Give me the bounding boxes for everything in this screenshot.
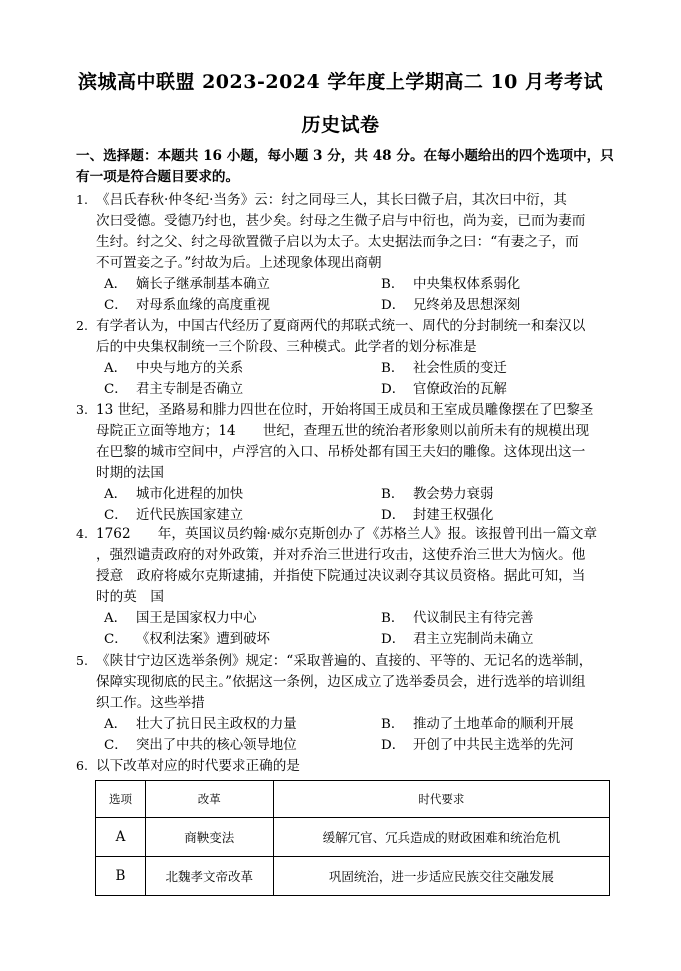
option-group xyxy=(76,714,611,756)
option-b: B． 代议制民主有待完善 xyxy=(381,611,534,626)
question-5 xyxy=(76,650,611,756)
option-b: B． 教会势力衰弱 xyxy=(381,487,494,502)
question-line: ，强烈谴责政府的对外政策，并对乔治三世进行攻击，这使乔治三世大为恼火。他 xyxy=(96,547,586,563)
option-d: D． 封建王权强化 xyxy=(381,508,494,523)
option-d: D． 官僚政治的瓦解 xyxy=(381,382,507,397)
question-number: 4. xyxy=(76,526,88,541)
reform-table xyxy=(95,780,610,896)
question-line: 织工作。这些举措 xyxy=(96,695,205,711)
option-b: B． 推动了土地革命的顺利开展 xyxy=(381,717,574,732)
option-d: D． 君主立宪制尚未确立 xyxy=(381,632,534,647)
question-line: 《陕甘宁边区选举条例》规定：“采取普遍的、直接的、平等的、无记名的选举制， xyxy=(96,653,593,669)
option-a: A． 国王是国家权力中心 xyxy=(104,611,257,626)
question-line: 在巴黎的城市空间中，卢浮宫的入口、吊桥处都有国王夫妇的雕像。这体现出这一 xyxy=(96,444,586,460)
table-cell: 巩固统治，进一步适应民族交往交融发展 xyxy=(273,857,609,896)
table-header-row xyxy=(96,781,610,818)
option-b: B． 中央集权体系弱化 xyxy=(381,277,521,292)
section-heading-text: 一、选择题：本题共 16 小题，每小题 3 分，共 48 分。在每小题给出的四个选项中，只有一项是符合题目要求的。 xyxy=(76,148,614,185)
option-c: C． 《权利法案》遭到破坏 xyxy=(104,632,270,647)
question-line: 时的英 国 xyxy=(96,589,164,605)
question-line: 有学者认为，中国古代经历了夏商两代的邦联式统一、周代的分封制统一和秦汉以 xyxy=(96,318,586,334)
table-row xyxy=(96,818,610,857)
question-line: 授意 政府将威尔克斯逮捕，并指使下院通过决议剥夺其议员资格。据此可知，当 xyxy=(96,568,586,584)
table-header: 选项 xyxy=(96,781,146,818)
table-cell: B xyxy=(96,857,146,896)
section-heading xyxy=(76,146,616,188)
option-d: D． 开创了中共民主选举的先河 xyxy=(381,738,574,753)
table-header: 时代要求 xyxy=(273,781,609,818)
question-2 xyxy=(76,315,611,400)
option-group xyxy=(76,358,611,400)
option-c: C． 突出了中共的核心领导地位 xyxy=(104,738,297,753)
question-line: 母院正立面等地方；14 世纪，查理五世的统治者形象则以前所未有的规模出现 xyxy=(96,423,590,439)
question-number: 1. xyxy=(76,192,88,207)
question-4 xyxy=(76,523,611,650)
question-line: 13 世纪，圣路易和腓力四世在位时，开始将国王成员和王室成员雕像摆在了巴黎圣 xyxy=(96,402,594,418)
question-line: 生纣。纣之父、纣之母欲置微子启以为太子。太史据法而争之曰：“有妻之子，而 xyxy=(96,234,579,250)
option-group xyxy=(76,608,611,650)
table-header: 改革 xyxy=(145,781,273,818)
option-a: A． 城市化进程的加快 xyxy=(104,487,244,502)
question-line: 保障实现彻底的民主。”依据这一条例，边区成立了选举委员会，进行选举的培训组 xyxy=(96,674,586,690)
question-number: 2. xyxy=(76,318,88,333)
exam-subtitle: 历史试卷 xyxy=(301,114,380,136)
option-group xyxy=(76,274,611,316)
option-group xyxy=(76,484,611,526)
question-number: 6. xyxy=(76,758,88,773)
question-line: 时期的法国 xyxy=(96,465,164,481)
option-a: A． 壮大了抗日民主政权的力量 xyxy=(104,717,297,732)
question-line: 后的中央集权制统一三个阶段、三种模式。此学者的划分标准是 xyxy=(96,339,477,355)
table-row xyxy=(96,857,610,896)
option-a: A． 中央与地方的关系 xyxy=(104,361,244,376)
option-c: C． 对母系血缘的高度重视 xyxy=(104,298,270,313)
exam-title: 滨城高中联盟 2023-2024 学年度上学期高二 10 月考考试 xyxy=(77,71,604,93)
option-d: D． 兄终弟及思想深刻 xyxy=(381,298,521,313)
option-b: B． 社会性质的变迁 xyxy=(381,361,507,376)
question-6 xyxy=(76,755,611,777)
table-cell: 商鞅变法 xyxy=(145,818,273,857)
table-cell: A xyxy=(96,818,146,857)
question-1 xyxy=(76,189,611,316)
question-line: 以下改革对应的时代要求正确的是 xyxy=(96,758,300,774)
option-c: C． 君主专制是否确立 xyxy=(104,382,244,397)
question-number: 5. xyxy=(76,653,88,668)
question-3 xyxy=(76,399,611,526)
table-cell: 缓解冗官、冗兵造成的财政困难和统治危机 xyxy=(273,818,609,857)
question-line: 次曰受德。受德乃纣也，甚少矣。纣母之生微子启与中衍也，尚为妾，已而为妻而 xyxy=(96,213,586,229)
table-cell: 北魏孝文帝改革 xyxy=(145,857,273,896)
option-a: A． 嫡长子继承制基本确立 xyxy=(104,277,270,292)
question-number: 3. xyxy=(76,402,88,417)
question-line: 1762 年，英国议员约翰·威尔克斯创办了《苏格兰人》报。该报曾刊出一篇文章 xyxy=(96,526,598,542)
question-line: 不可置妾之子。”纣故为后。上述现象体现出商朝 xyxy=(96,255,382,271)
question-line: 《吕氏春秋·仲冬纪·当务》云：纣之同母三人，其长曰微子启，其次曰中衍，其 xyxy=(96,192,567,208)
option-c: C． 近代民族国家建立 xyxy=(104,508,244,523)
